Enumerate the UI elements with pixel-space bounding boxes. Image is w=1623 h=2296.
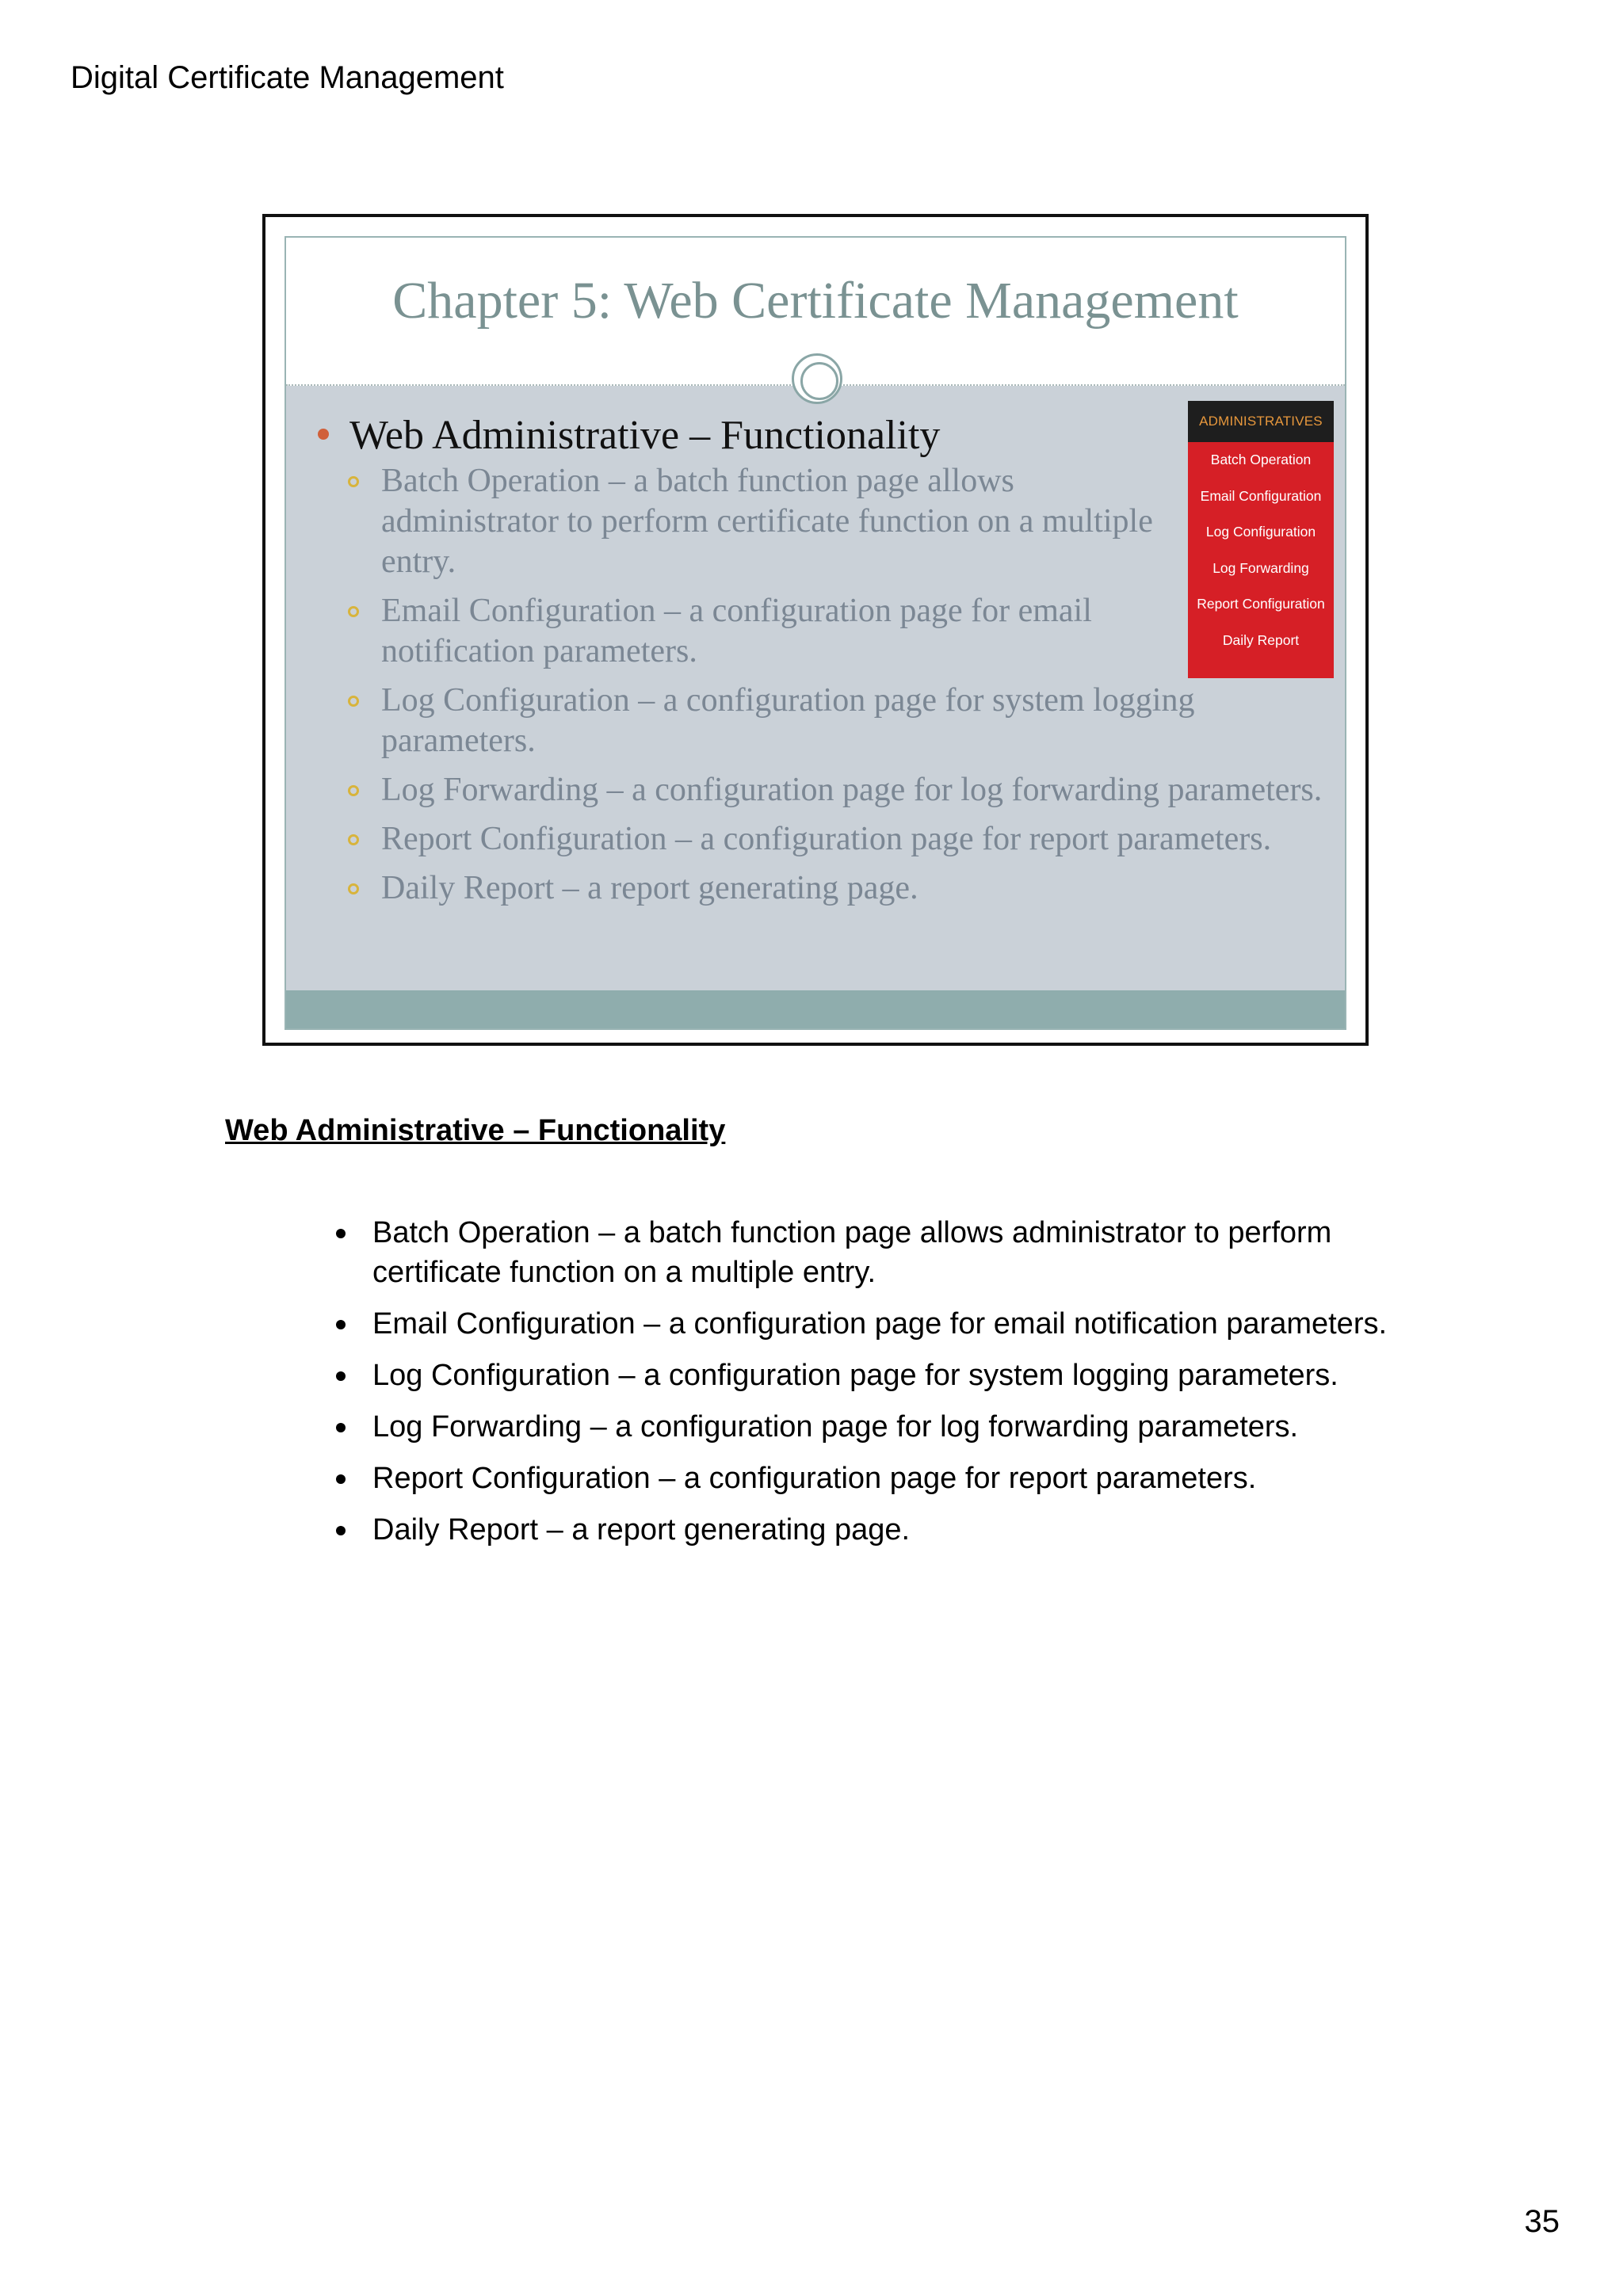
slide-list-item: Daily Report – a report generating page. bbox=[348, 868, 1323, 909]
slide-list-item: Batch Operation – a batch function page allows administrator to perform certificate function on a multiple entry. bbox=[348, 461, 1174, 582]
slide-footer-band bbox=[286, 990, 1345, 1028]
list-item: Daily Report – a report generating page. bbox=[331, 1510, 1441, 1550]
admin-menu-item-daily-report: Daily Report bbox=[1222, 631, 1300, 648]
admin-menu-header: ADMINISTRATIVES bbox=[1188, 401, 1334, 442]
ring-bullet-icon bbox=[348, 476, 359, 487]
admin-menu-panel bbox=[1188, 401, 1334, 678]
ring-bullet-icon bbox=[348, 883, 359, 894]
admin-menu-item-email-configuration: Email Configuration bbox=[1200, 487, 1322, 504]
list-item: Batch Operation – a batch function page allows administrator to perform certificate function on a multiple entry. bbox=[331, 1213, 1403, 1292]
admin-menu-item-batch-operation: Batch Operation bbox=[1210, 452, 1312, 467]
page-number: 35 bbox=[1524, 2204, 1560, 2239]
admin-menu-item-log-configuration: Log Configuration bbox=[1205, 524, 1316, 540]
circle-ornament-icon bbox=[792, 353, 842, 404]
ring-bullet-icon bbox=[348, 834, 359, 845]
slide-image bbox=[262, 214, 1369, 1046]
slide-content bbox=[285, 236, 1346, 1030]
slide-bullet-list bbox=[348, 461, 1323, 917]
ring-bullet-icon bbox=[348, 696, 359, 707]
slide-heading-text: Web Administrative – Functionality bbox=[349, 413, 941, 458]
slide-heading bbox=[318, 412, 940, 459]
slide-list-item: Log Configuration – a configuration page for system logging parameters. bbox=[348, 681, 1323, 761]
list-item: Log Forwarding – a configuration page for log forwarding parameters. bbox=[331, 1407, 1441, 1447]
ring-bullet-icon bbox=[348, 606, 359, 617]
slide-list-item: Email Configuration – a configuration page for email notification parameters. bbox=[348, 591, 1174, 672]
slide-list-item: Log Forwarding – a configuration page for log forwarding parameters. bbox=[348, 770, 1323, 810]
list-item: Log Configuration – a configuration page for system logging parameters. bbox=[331, 1356, 1441, 1395]
admin-menu-item-report-configuration: Report Configuration bbox=[1197, 596, 1325, 612]
document-header: Digital Certificate Management bbox=[71, 60, 504, 95]
functionality-list bbox=[331, 1213, 1441, 1562]
list-item: Report Configuration – a configuration page for report parameters. bbox=[331, 1459, 1441, 1498]
bullet-dot-icon bbox=[318, 429, 329, 440]
slide-title: Chapter 5: Web Certificate Management bbox=[392, 272, 1239, 330]
ring-bullet-icon bbox=[348, 785, 359, 796]
section-heading: Web Administrative – Functionality bbox=[225, 1114, 726, 1147]
list-item: Email Configuration – a configuration page for email notification parameters. bbox=[331, 1304, 1441, 1344]
slide-list-item: Report Configuration – a configuration page for report parameters. bbox=[348, 819, 1323, 860]
admin-menu-item-log-forwarding: Log Forwarding bbox=[1212, 559, 1309, 576]
